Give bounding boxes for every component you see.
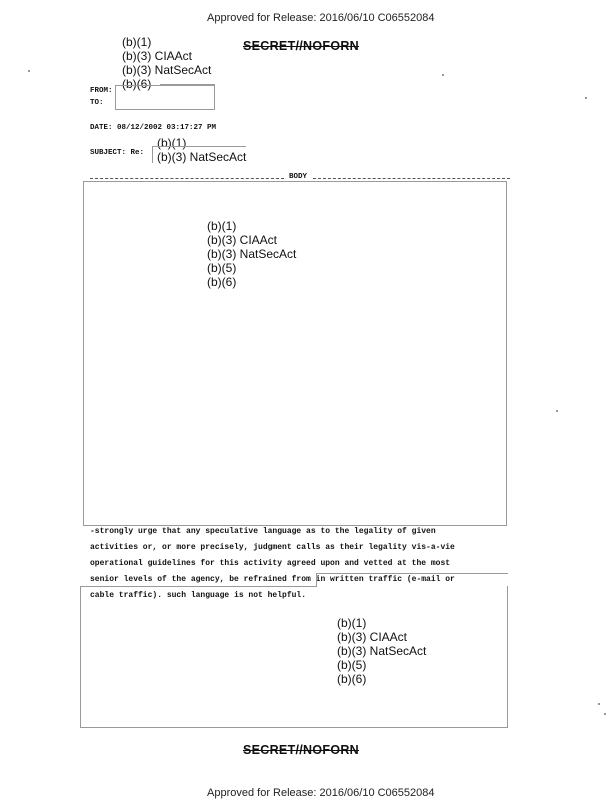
exemption-line: (b)(3) CIAAct [207, 233, 278, 247]
exemption-line: (b)(3) CIAAct [122, 49, 193, 63]
exemption-line: (b)(3) NatSecAct [207, 247, 297, 261]
subject-redaction-box [152, 146, 246, 163]
classification-marking-bottom: SECRET//NOFORN [243, 743, 360, 757]
scan-speck [442, 74, 444, 76]
scan-speck [556, 410, 558, 412]
date-line [90, 124, 216, 132]
release-footer: Approved for Release: 2016/06/10 C06552084 [207, 787, 435, 799]
body-redaction-box-2 [80, 586, 508, 728]
date-value: 08/12/2002 03:17:27 PM [117, 124, 217, 132]
exemption-line: (b)(3) NatSecAct [157, 150, 247, 164]
divider-left [90, 178, 284, 179]
body-text-line: activities or, or more precisely, judgment calls as their legality vis-a-vie [90, 543, 455, 552]
exemption-line: (b)(1) [157, 136, 187, 150]
box2-top-left-edge [80, 586, 317, 587]
date-label: DATE: [90, 124, 113, 132]
release-header: Approved for Release: 2016/06/10 C06552084 [207, 12, 435, 24]
body-box1-exemption-block [207, 219, 296, 289]
exemption-line: (b)(3) CIAAct [337, 630, 408, 644]
body-divider-label: BODY [289, 173, 308, 181]
body-text-line: operational guidelines for this activity agreed upon and vetted at the most [90, 559, 451, 568]
top-exemption-block [122, 35, 211, 91]
body-text-line: -strongly urge that any speculative language as to the legality of given [90, 527, 436, 536]
scan-speck [598, 703, 600, 705]
exemption-line: (b)(1) [207, 219, 237, 233]
scan-speck [585, 97, 587, 99]
scan-speck [28, 70, 30, 72]
exemption-line: (b)(3) NatSecAct [337, 644, 427, 658]
scan-speck [604, 713, 606, 715]
exemption-line: (b)(1) [337, 616, 367, 630]
exemption-line: (b)(5) [337, 658, 367, 672]
exemption-line: (b)(6) [337, 672, 367, 686]
box2-step-edge [316, 573, 317, 587]
from-to-redaction-box [115, 85, 215, 110]
exemption-line: (b)(3) NatSecAct [122, 63, 212, 77]
exemption-line: (b)(1) [122, 35, 152, 49]
divider-right [313, 178, 510, 179]
box2-top-right-edge [316, 573, 508, 574]
exemption-line: (b)(5) [207, 261, 237, 275]
exemption-line: (b)(6) [207, 275, 237, 289]
subject-label: SUBJECT: Re: [90, 149, 145, 157]
exemption-line: (b)(6) [122, 77, 152, 91]
to-label: TO: [90, 99, 104, 107]
body-text-line: senior levels of the agency, be refrained from in written traffic (e-mail or [90, 575, 455, 584]
body-box2-exemption-block [337, 616, 426, 686]
from-label: FROM: [90, 87, 113, 95]
classification-marking-top: SECRET//NOFORN [243, 39, 360, 53]
body-text-line: cable traffic). such language is not helpful. [90, 591, 307, 600]
